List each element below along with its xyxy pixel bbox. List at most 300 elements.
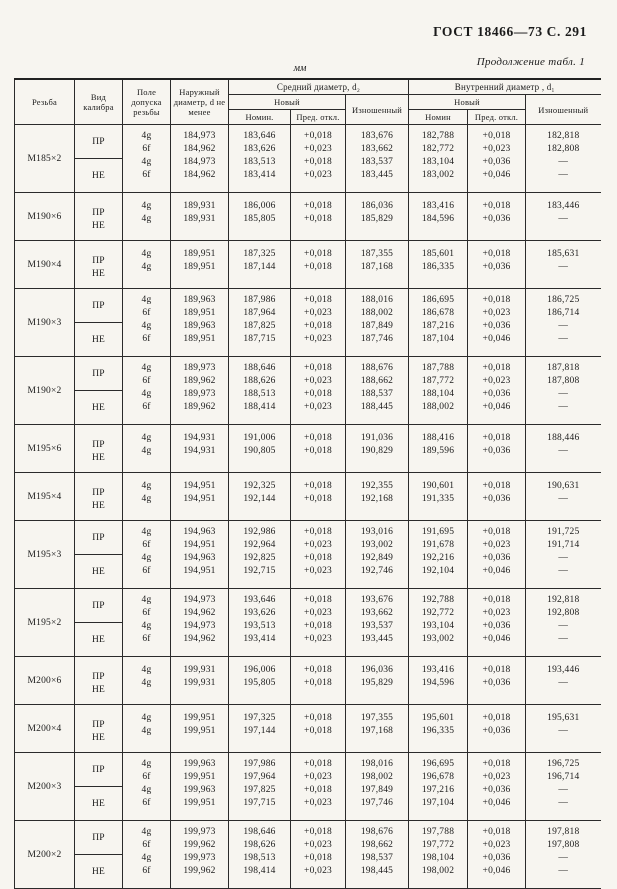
d1-deviation-value: +0,036 [482,785,511,795]
col-d2-nominal [229,521,291,589]
d1-deviation-value: +0,018 [482,249,511,259]
d1-nominal-value: 196,678 [421,772,455,782]
d2-worn-value: 183,662 [360,144,394,154]
thread-label: М190×6 [15,193,75,241]
col-outer-d [171,125,229,193]
d1-deviation-value: +0,036 [482,494,511,504]
d2-deviation-value: +0,023 [304,798,332,808]
tolerance-value: 4g [141,295,152,305]
d1-worn-value: — [558,634,569,644]
d2-worn-value: 186,036 [360,201,394,211]
gauge-nogo-label: НЕ [91,221,106,231]
col-d2-worn [346,241,409,289]
col-d2-worn [346,657,409,705]
d2-worn-value: 193,002 [360,540,394,550]
d1-deviation-value: +0,018 [482,595,511,605]
d2-worn-value: 187,849 [360,321,394,331]
gauge-nogo-label: НЕ [91,269,106,279]
col-header-worn-d2: Изношенный [346,95,409,125]
tolerance-value: 4g [141,527,152,537]
d1-deviation-value: +0,036 [482,321,511,331]
tolerance-value: 4g [141,321,152,331]
tolerance-value: 6f [142,772,151,782]
d2-nominal-value: 192,964 [243,540,276,550]
tolerance-value: 4g [141,363,152,373]
col-tolerance [123,821,171,889]
outer-d-value: 199,963 [183,785,216,795]
d1-worn-value: 187,808 [547,376,580,386]
d2-nominal-value: 197,144 [243,726,276,736]
col-d1-nominal [409,589,468,657]
col-d1-nominal [409,473,468,521]
d1-deviation-value: +0,036 [482,553,511,563]
col-d1-worn [526,589,601,657]
col-d1-deviation [468,473,526,521]
d2-worn-value: 198,445 [360,866,394,876]
d1-deviation-value: +0,046 [482,566,511,576]
d1-nominal-value: 189,596 [421,446,455,456]
d2-deviation-value: +0,018 [304,827,332,837]
outer-d-value: 189,931 [183,214,216,224]
col-d1-nominal [409,241,468,289]
tolerance-value: 6f [142,308,151,318]
d1-worn-value: — [558,170,569,180]
d2-worn-value: 197,355 [360,713,394,723]
d1-worn-value: 192,808 [547,608,580,618]
d1-nominal-value: 187,788 [421,363,455,373]
col-d1-worn [526,125,601,193]
col-d2-deviation [291,125,346,193]
outer-d-value: 194,951 [183,566,216,576]
thread-label: М200×2 [15,821,75,889]
thread-group-row [15,521,601,589]
d2-nominal-value: 190,805 [243,446,276,456]
d2-nominal-value: 197,986 [243,759,276,769]
gauge-cell [75,193,123,241]
gauge-cell [75,289,123,357]
d1-nominal-value: 182,788 [421,131,455,141]
tolerance-value: 4g [141,446,152,456]
col-d2-worn [346,425,409,473]
d2-deviation-value: +0,023 [304,334,332,344]
d2-nominal-value: 188,513 [243,389,276,399]
tolerance-value: 6f [142,798,151,808]
outer-d-value: 194,931 [183,446,216,456]
col-d2-worn [346,753,409,821]
d2-nominal-value: 193,646 [243,595,276,605]
d1-nominal-value: 190,601 [421,481,455,491]
table-head [15,79,601,125]
d2-deviation-value: +0,018 [304,201,332,211]
tolerance-value: 4g [141,201,152,211]
thread-group-row [15,821,601,889]
d1-nominal-value: 188,416 [421,433,455,443]
d2-nominal-value: 198,626 [243,840,276,850]
col-d2-nominal [229,657,291,705]
gauge-go-label: ПР [92,488,105,498]
thread-group-row [15,125,601,193]
d1-nominal-value: 196,335 [421,726,455,736]
outer-d-value: 199,962 [183,866,216,876]
d2-nominal-value: 192,144 [243,494,276,504]
outer-d-value: 184,973 [183,157,216,167]
d2-nominal-value: 193,513 [243,621,276,631]
tolerance-value: 4g [141,249,152,259]
d2-deviation-value: +0,018 [304,321,332,331]
d1-deviation-value: +0,018 [482,201,511,211]
tolerance-value: 6f [142,402,151,412]
tolerance-value: 6f [142,566,151,576]
gauge-cell [75,125,123,193]
col-outer-d [171,193,229,241]
d2-deviation-value: +0,018 [304,726,332,736]
d1-deviation-value: +0,023 [482,772,511,782]
col-d1-deviation [468,657,526,705]
d1-nominal-value: 188,104 [421,389,455,399]
col-d1-worn [526,241,601,289]
tolerance-value: 4g [141,853,152,863]
d2-nominal-value: 197,964 [243,772,276,782]
gauge-nogo-label: НЕ [91,733,106,743]
d1-deviation-value: +0,023 [482,540,511,550]
d2-deviation-value: +0,018 [304,678,332,688]
d2-nominal-value: 187,986 [243,295,276,305]
col-d2-nominal [229,125,291,193]
col-d2-nominal [229,821,291,889]
d1-deviation-value: +0,018 [482,295,511,305]
d1-worn-value: 183,446 [547,201,580,211]
gauge-go-label: ПР [92,300,105,311]
d2-deviation-value: +0,018 [304,363,332,373]
d2-deviation-value: +0,023 [304,376,332,386]
d1-deviation-value: +0,046 [482,798,511,808]
col-d1-worn [526,193,601,241]
d1-worn-value: — [558,726,569,736]
col-d1-deviation [468,193,526,241]
d2-worn-value: 187,168 [360,262,394,272]
col-d2-deviation [291,193,346,241]
d2-worn-value: 198,537 [360,853,394,863]
col-d1-worn [526,521,601,589]
d1-worn-value: — [558,321,569,331]
col-outer-d [171,357,229,425]
tolerance-value: 4g [141,494,152,504]
d2-nominal-value: 192,825 [243,553,276,563]
tolerance-value: 4g [141,131,152,141]
col-d1-nominal [409,125,468,193]
d2-worn-value: 188,445 [360,402,394,412]
outer-d-value: 194,962 [183,634,216,644]
col-d2-deviation [291,289,346,357]
gauge-cell [75,657,123,705]
col-tolerance [123,473,171,521]
d1-nominal-value: 197,216 [421,785,455,795]
d2-nominal-value: 198,646 [243,827,276,837]
d1-nominal-value: 186,678 [421,308,455,318]
d1-worn-value: 182,808 [547,144,580,154]
gauge-go-label: ПР [92,764,105,775]
col-d2-nominal [229,753,291,821]
col-tolerance [123,521,171,589]
col-d1-nominal [409,289,468,357]
d1-nominal-value: 191,335 [421,494,455,504]
tolerance-value: 6f [142,334,151,344]
col-tolerance [123,357,171,425]
d2-worn-value: 198,676 [360,827,394,837]
d1-deviation-value: +0,046 [482,634,511,644]
d1-worn-value: — [558,553,569,563]
d2-worn-value: 197,746 [360,798,394,808]
gauge-cell [75,705,123,753]
d1-deviation-value: +0,036 [482,621,511,631]
d2-deviation-value: +0,018 [304,759,332,769]
d2-deviation-value: +0,023 [304,144,332,154]
thread-label: М195×4 [15,473,75,521]
outer-d-value: 189,951 [183,334,216,344]
d2-nominal-value: 197,715 [243,798,276,808]
col-d2-deviation [291,241,346,289]
d2-worn-value: 183,537 [360,157,394,167]
outer-d-value: 189,963 [183,295,216,305]
d2-nominal-value: 188,414 [243,402,276,412]
outer-d-value: 189,951 [183,249,216,259]
gauge-nogo-label: НЕ [91,453,106,463]
col-header-deviation-d1: Пред. откл. [468,110,526,125]
d2-deviation-value: +0,023 [304,402,332,412]
col-d1-deviation [468,425,526,473]
d2-worn-value: 190,829 [360,446,394,456]
d1-worn-value: — [558,785,569,795]
d2-deviation-value: +0,023 [304,308,332,318]
outer-d-value: 194,973 [183,621,216,631]
d2-worn-value: 198,016 [360,759,394,769]
gauge-cell [75,589,123,657]
d2-deviation-value: +0,018 [304,553,332,563]
col-d1-nominal [409,821,468,889]
d2-worn-value: 193,537 [360,621,394,631]
col-d2-worn [346,705,409,753]
d1-nominal-value: 194,596 [421,678,455,688]
outer-d-value: 194,973 [183,595,216,605]
col-d1-deviation [468,821,526,889]
d2-deviation-value: +0,018 [304,249,332,259]
col-d1-worn [526,705,601,753]
col-outer-d [171,425,229,473]
d2-deviation-value: +0,023 [304,634,332,644]
units-label: мм [293,63,307,74]
d1-nominal-value: 191,678 [421,540,455,550]
col-d1-nominal [409,425,468,473]
d2-nominal-value: 196,006 [243,665,276,675]
d1-worn-value: — [558,214,569,224]
col-d1-deviation [468,705,526,753]
d2-worn-value: 188,016 [360,295,394,305]
d2-worn-value: 183,676 [360,131,394,141]
gauge-nogo-label: НЕ [75,622,122,656]
d1-nominal-value: 193,416 [421,665,455,675]
d1-nominal-value: 192,104 [421,566,455,576]
col-d2-nominal [229,705,291,753]
d1-worn-value: 186,714 [547,308,580,318]
d1-deviation-value: +0,046 [482,334,511,344]
col-header-deviation-d2: Пред. откл. [291,110,346,125]
d1-nominal-value: 192,772 [421,608,455,618]
col-d1-deviation [468,357,526,425]
d2-worn-value: 185,829 [360,214,394,224]
outer-d-value: 189,962 [183,402,216,412]
col-d2-worn [346,521,409,589]
d2-deviation-value: +0,018 [304,494,332,504]
d1-nominal-value: 186,335 [421,262,455,272]
d1-nominal-value: 187,772 [421,376,455,386]
d1-nominal-value: 197,772 [421,840,455,850]
d2-worn-value: 188,662 [360,376,394,386]
d1-nominal-value: 192,788 [421,595,455,605]
col-header-new-d1: Новый [409,95,526,110]
d2-deviation-value: +0,023 [304,840,332,850]
gauge-go-label: ПР [92,832,105,843]
d1-worn-value: 187,818 [547,363,580,373]
col-header-middle-diameter: Средний диаметр, d₂ [229,79,409,95]
d1-nominal-value: 186,695 [421,295,455,305]
outer-d-value: 184,962 [183,170,216,180]
d2-nominal-value: 183,626 [243,144,276,154]
col-header-gauge-type: Вид калибра [75,79,123,125]
outer-d-value: 184,962 [183,144,216,154]
d2-nominal-value: 183,414 [243,170,276,180]
col-d1-deviation [468,521,526,589]
d1-worn-value: 191,714 [547,540,580,550]
col-d1-deviation [468,753,526,821]
tolerance-value: 6f [142,540,151,550]
col-d2-worn [346,357,409,425]
gauge-cell [75,241,123,289]
col-header-thread: Резьба [15,79,75,125]
tolerance-value: 6f [142,144,151,154]
d2-nominal-value: 198,513 [243,853,276,863]
gauge-nogo-label: НЕ [91,501,106,511]
d2-worn-value: 192,849 [360,553,394,563]
tolerance-value: 4g [141,214,152,224]
d1-deviation-value: +0,046 [482,402,511,412]
tolerance-value: 4g [141,621,152,631]
d1-deviation-value: +0,023 [482,608,511,618]
col-header-nominal-d1: Номин [409,110,468,125]
d1-nominal-value: 193,104 [421,621,455,631]
col-d2-deviation [291,821,346,889]
d1-nominal-value: 188,002 [421,402,455,412]
d2-worn-value: 192,355 [360,481,394,491]
tolerance-value: 4g [141,785,152,795]
col-header-inner-diameter: Внутренний диаметр , d₁ [409,79,601,95]
d2-worn-value: 196,036 [360,665,394,675]
col-d2-deviation [291,705,346,753]
tolerance-value: 4g [141,481,152,491]
col-tolerance [123,705,171,753]
col-d2-worn [346,193,409,241]
d2-nominal-value: 192,325 [243,481,276,491]
d2-nominal-value: 197,325 [243,713,276,723]
d2-deviation-value: +0,018 [304,481,332,491]
tolerance-value: 6f [142,866,151,876]
tolerance-value: 4g [141,827,152,837]
outer-d-value: 194,931 [183,433,216,443]
col-tolerance [123,125,171,193]
gauge-cell [75,521,123,589]
outer-d-value: 189,973 [183,389,216,399]
col-d2-nominal [229,425,291,473]
thread-label: М200×6 [15,657,75,705]
d1-deviation-value: +0,036 [482,214,511,224]
d2-deviation-value: +0,023 [304,772,332,782]
d1-nominal-value: 192,216 [421,553,455,563]
thread-group-row [15,241,601,289]
col-d2-deviation [291,425,346,473]
outer-d-value: 199,951 [183,772,216,782]
d1-nominal-value: 198,104 [421,853,455,863]
outer-d-value: 189,951 [183,308,216,318]
col-d1-deviation [468,589,526,657]
d2-nominal-value: 187,715 [243,334,276,344]
d2-worn-value: 195,829 [360,678,394,688]
col-d1-nominal [409,657,468,705]
thread-label: М200×4 [15,705,75,753]
outer-d-value: 199,931 [183,665,216,675]
col-outer-d [171,289,229,357]
d2-nominal-value: 195,805 [243,678,276,688]
thread-group-row [15,753,601,821]
thread-group-row [15,589,601,657]
d1-worn-value: — [558,494,569,504]
d1-nominal-value: 183,104 [421,157,455,167]
d1-worn-value: — [558,157,569,167]
col-outer-d [171,705,229,753]
d2-deviation-value: +0,018 [304,433,332,443]
d2-nominal-value: 183,646 [243,131,276,141]
gauge-cell [75,473,123,521]
d2-nominal-value: 188,626 [243,376,276,386]
d1-deviation-value: +0,018 [482,665,511,675]
gauge-nogo-label: НЕ [91,685,106,695]
col-tolerance [123,657,171,705]
d1-deviation-value: +0,018 [482,759,511,769]
col-outer-d [171,657,229,705]
d1-worn-value: — [558,678,569,688]
d2-worn-value: 193,662 [360,608,394,618]
d2-deviation-value: +0,018 [304,446,332,456]
outer-d-value: 194,962 [183,608,216,618]
d1-worn-value: 190,631 [547,481,580,491]
gauge-cell [75,425,123,473]
gauge-go-label: ПР [92,368,105,379]
d1-deviation-value: +0,036 [482,678,511,688]
col-tolerance [123,241,171,289]
tolerance-value: 4g [141,389,152,399]
d2-worn-value: 197,168 [360,726,394,736]
d2-worn-value: 193,676 [360,595,394,605]
d1-deviation-value: +0,023 [482,144,511,154]
d2-deviation-value: +0,018 [304,262,332,272]
tolerance-value: 4g [141,726,152,736]
d1-worn-value: — [558,389,569,399]
gauge-go-label: ПР [92,256,105,266]
tolerance-value: 6f [142,376,151,386]
col-d1-nominal [409,193,468,241]
d1-worn-value: 192,818 [547,595,580,605]
outer-d-value: 189,931 [183,201,216,211]
d1-deviation-value: +0,018 [482,433,511,443]
d2-worn-value: 187,746 [360,334,394,344]
